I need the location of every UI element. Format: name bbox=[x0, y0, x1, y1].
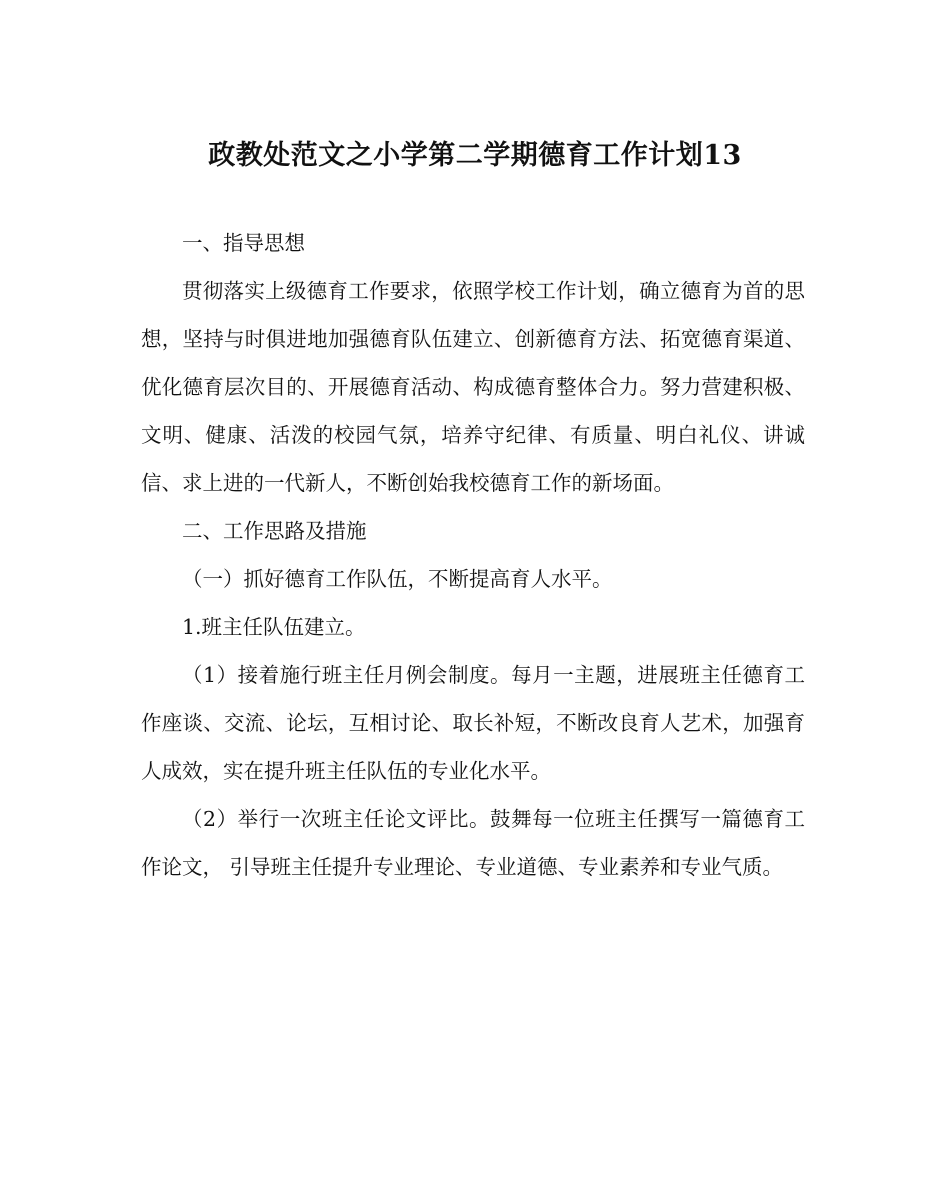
section-heading-guiding-ideology: 一、指导思想 bbox=[182, 231, 305, 255]
paragraph-thesis-competition: （2）举行一次班主任论文评比。鼓舞每一位班主任撰写一篇德育工作论文， 引导班主任提升专业理论、专业道德、专业素养和专业气质。 bbox=[141, 807, 805, 879]
paragraph-monthly-meeting: （1）接着施行班主任月例会制度。每月一主题，进展班主任德育工作座谈、交流、论坛，互相讨论、取长补短，不断改良育人艺术，加强育人成效，实在提升班主任队伍的专业化水平。 bbox=[141, 663, 805, 783]
document-body bbox=[141, 219, 805, 891]
document-title: 政教处范文之小学第二学期德育工作计划13 bbox=[208, 140, 742, 171]
paragraph-guiding-ideology: 贯彻落实上级德育工作要求，依照学校工作计划，确立德育为首的思想，坚持与时俱进地加强德育队伍建立、创新德育方法、拓宽德育渠道、优化德育层次目的、开展德育活动、构成德育整体合力。努力营建积极、文明、健康、活泼的校园气氛，培养守纪律、有质量、明白礼仪、讲诚信、求上进的一代新人，不断创始我校德育工作的新场面。 bbox=[141, 279, 805, 495]
subheading-teacher-team: （一）抓好德育工作队伍，不断提高育人水平。 bbox=[182, 567, 613, 591]
section-heading-work-ideas: 二、工作思路及措施 bbox=[182, 519, 367, 543]
item-class-teacher-team: 1.班主任队伍建立。 bbox=[182, 615, 366, 639]
